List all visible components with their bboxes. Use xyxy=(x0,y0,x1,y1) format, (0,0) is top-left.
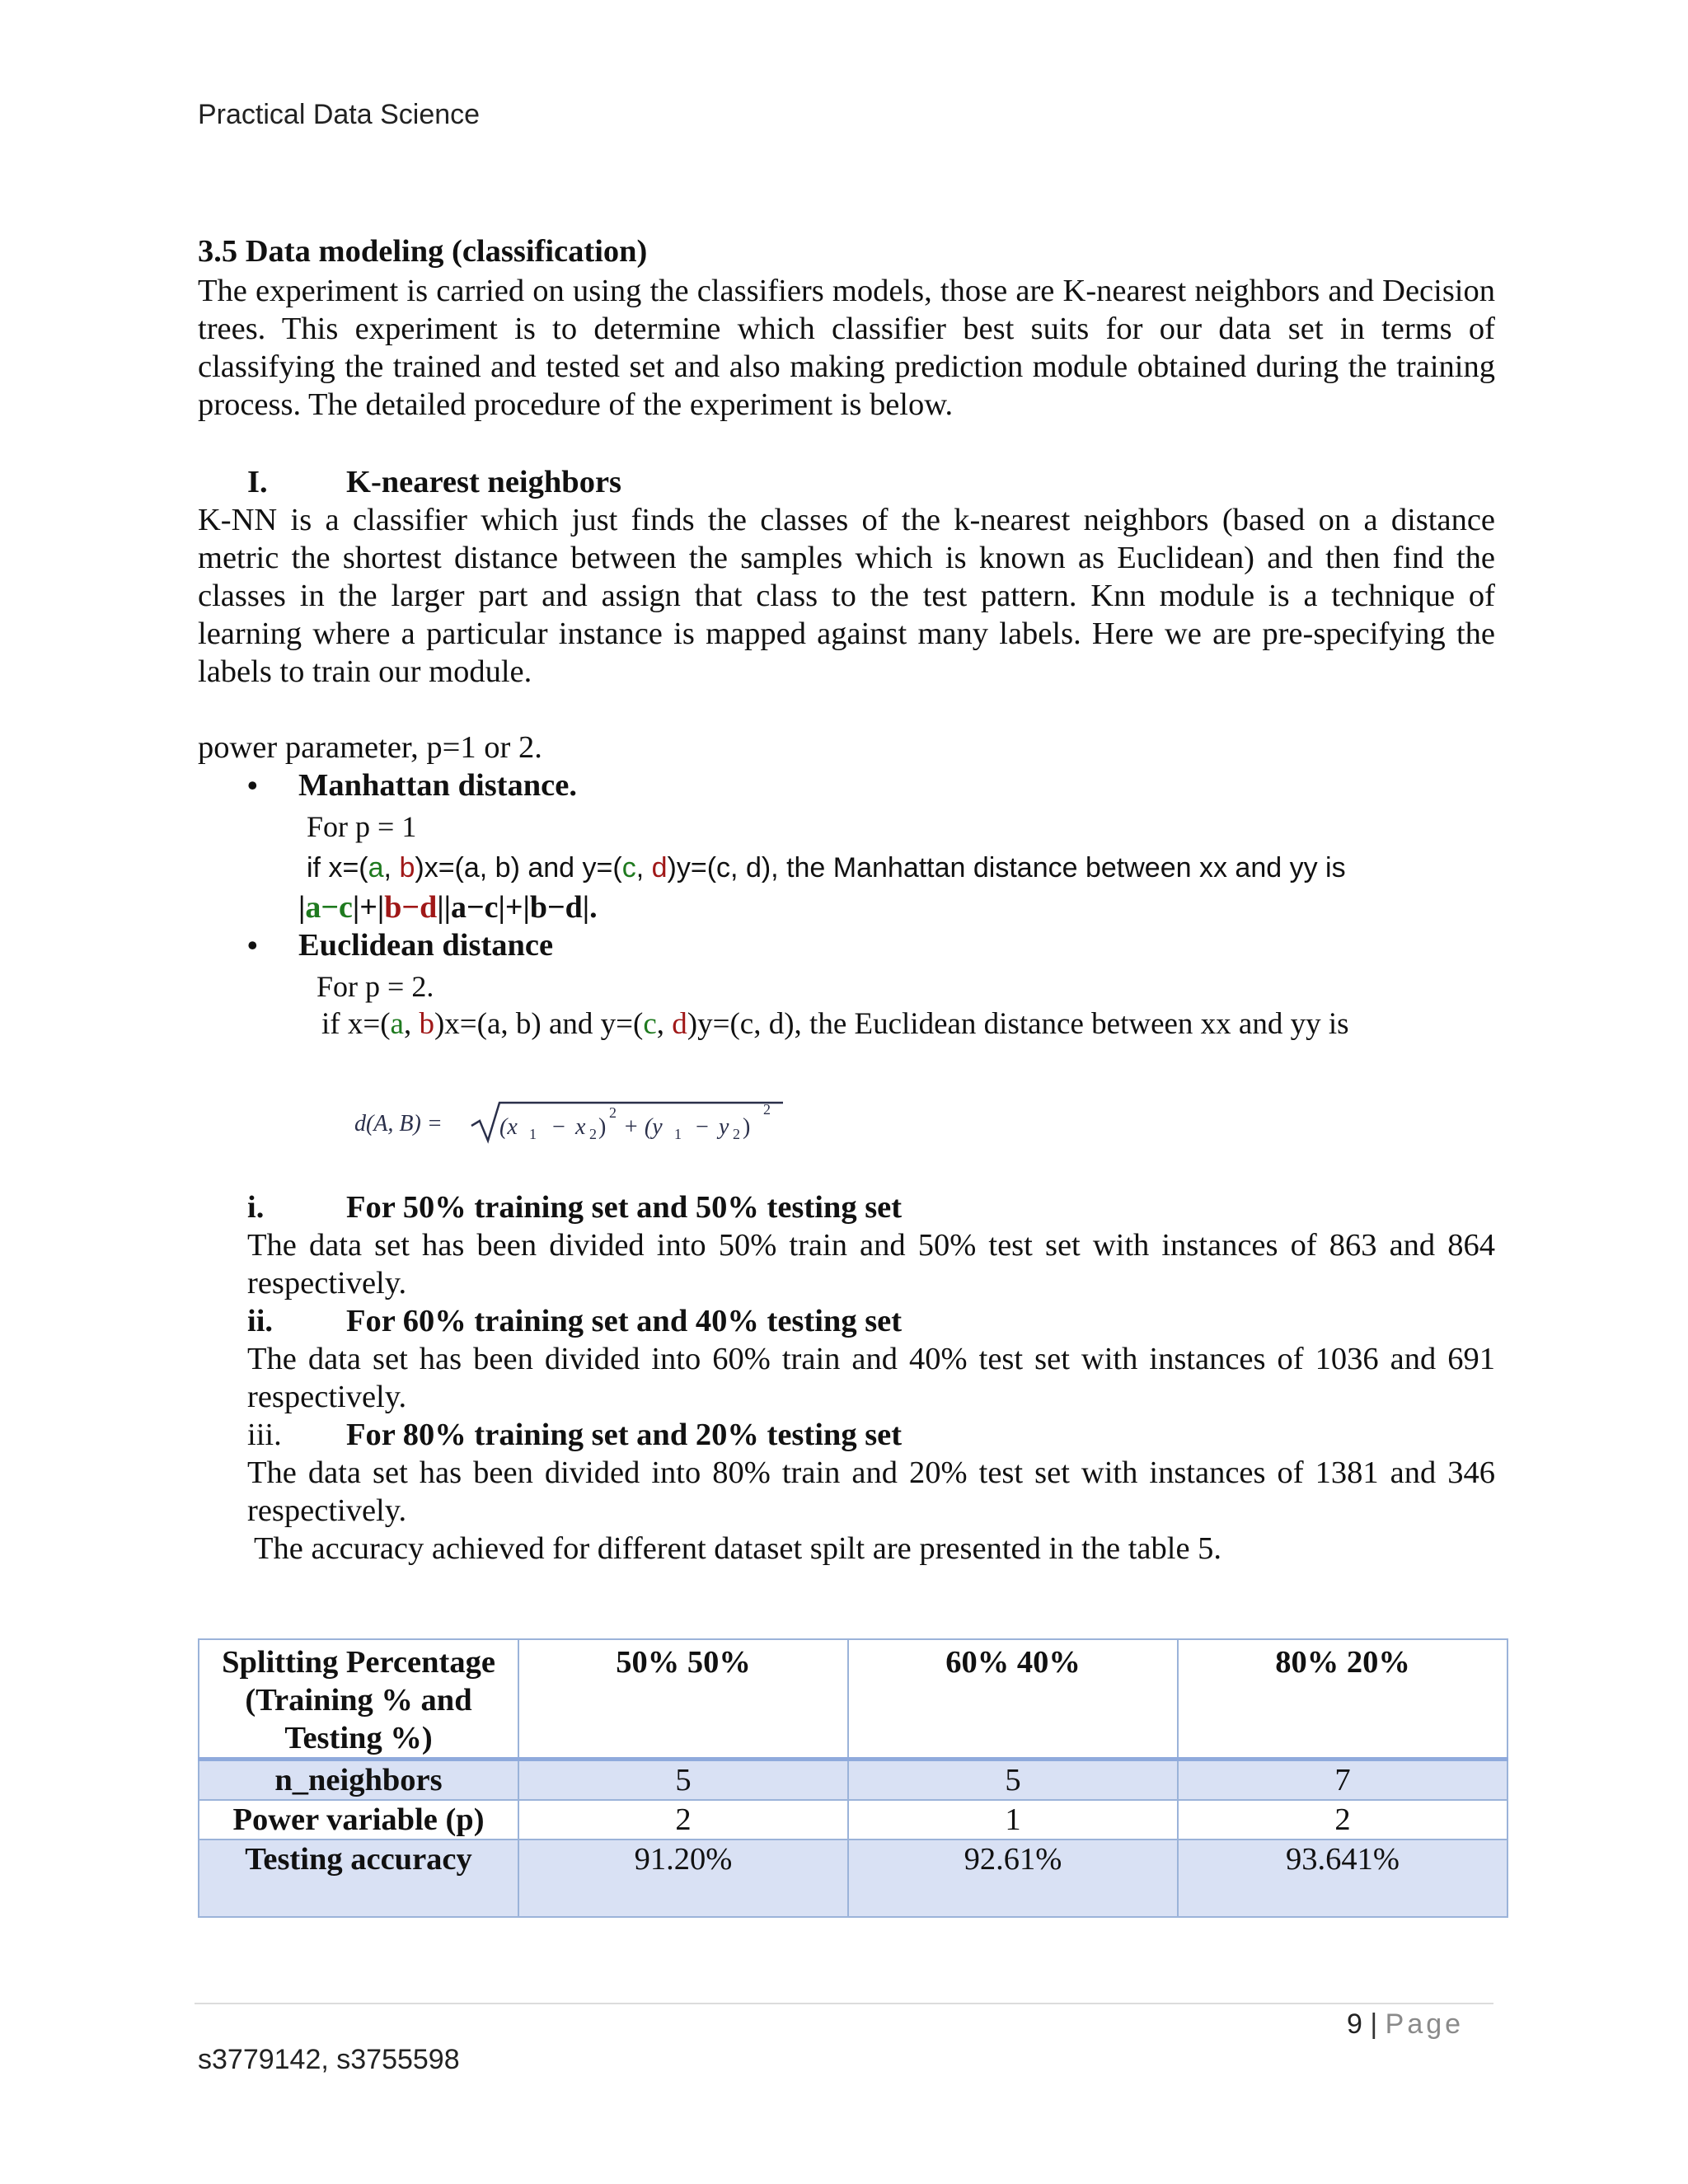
table-row xyxy=(199,1840,1507,1917)
table-cell: 5 xyxy=(518,1760,848,1801)
bullet-icon: • xyxy=(247,769,258,802)
var-c: c xyxy=(643,1007,657,1041)
formula-minus1: − xyxy=(552,1114,565,1140)
split-heading-text: For 80% training set and 20% testing set xyxy=(346,1418,903,1452)
var-c: c xyxy=(621,852,636,883)
manhattan-if-prefix: if x=( xyxy=(307,852,368,883)
formula-y2: y xyxy=(719,1114,729,1140)
comma: , xyxy=(403,1007,420,1041)
manhattan-formula-rest: ||a−c|+|b−d|. xyxy=(437,890,598,925)
split-section-1 xyxy=(247,1188,1495,1302)
table-column-header: 60% 40% xyxy=(848,1639,1178,1760)
manhattan-if-tail: )y=(c, d), the Manhattan distance between xx and yy is xyxy=(667,852,1346,883)
euclidean-if-tail: )y=(c, d), the Euclidean distance between xx and yy is xyxy=(687,1007,1349,1041)
formula-square1: 2 xyxy=(609,1104,617,1121)
euclidean-heading: Euclidean distance xyxy=(298,928,554,963)
page-word: Page xyxy=(1385,2008,1465,2040)
table-cell: 93.641% xyxy=(1178,1840,1507,1917)
split-heading-text: For 60% training set and 40% testing set xyxy=(346,1304,903,1338)
page-separator: | xyxy=(1370,2008,1378,2040)
knn-heading-number: I. xyxy=(247,465,268,499)
abs-plus: |+| xyxy=(352,890,385,925)
results-table xyxy=(198,1638,1508,1918)
formula-close1: ) xyxy=(598,1114,607,1140)
table-header-label: Splitting Percentage (Training % and Testing %) xyxy=(199,1639,518,1760)
table-column-header: 80% 20% xyxy=(1178,1639,1507,1760)
split-paragraph: The data set has been divided into 50% train and 50% test set with instances of 863 and 864 respectively. xyxy=(247,1228,1495,1301)
table-cell: 2 xyxy=(1178,1800,1507,1840)
split-paragraph: The data set has been divided into 80% train and 20% test set with instances of 1381 and 346 respectively. xyxy=(247,1455,1495,1528)
table-cell: 1 xyxy=(848,1800,1178,1840)
row-label: Testing accuracy xyxy=(199,1840,518,1917)
page-number-value: 9 xyxy=(1347,2008,1362,2040)
formula-close2: ) xyxy=(743,1114,751,1140)
table-header-row xyxy=(199,1639,1507,1760)
var-b: b xyxy=(399,852,415,883)
var-a: a xyxy=(368,852,384,883)
table-row xyxy=(199,1760,1507,1801)
comma: , xyxy=(383,852,400,883)
split-section-2 xyxy=(247,1302,1495,1416)
table-cell: 7 xyxy=(1178,1760,1507,1801)
split-number: iii. xyxy=(247,1418,282,1452)
row-label: Power variable (p) xyxy=(199,1800,518,1840)
formula-square2: 2 xyxy=(763,1101,771,1118)
split-heading xyxy=(247,1302,1495,1340)
var-b: b xyxy=(419,1007,434,1041)
var-d: d xyxy=(672,1007,687,1041)
split-section-3 xyxy=(247,1416,1495,1530)
var-a: a xyxy=(390,1007,404,1041)
var-d: d xyxy=(651,852,668,883)
formula-x1: (x xyxy=(499,1114,518,1140)
table-column-header: 50% 50% xyxy=(518,1639,848,1760)
term-a-minus-c: a−c xyxy=(305,890,353,925)
formula-plus-y1: + (y xyxy=(623,1114,663,1140)
manhattan-if-middle: )x=(a, b) and y=( xyxy=(415,852,622,883)
table-cell: 91.20% xyxy=(518,1840,848,1917)
formula-lhs: d(A, B) = xyxy=(354,1111,443,1137)
formula-sub2: 2 xyxy=(589,1126,597,1142)
euclidean-formula-image xyxy=(354,1088,783,1154)
term-b-minus-d: b−d xyxy=(384,890,438,925)
comma: , xyxy=(656,1007,673,1041)
accuracy-intro: The accuracy achieved for different dataset spilt are presented in the table 5. xyxy=(254,1531,1222,1566)
split-paragraph: The data set has been divided into 60% train and 40% test set with instances of 1036 and 691 respectively. xyxy=(247,1342,1495,1414)
formula-x2: x xyxy=(575,1114,586,1140)
power-parameter-line: power parameter, p=1 or 2. xyxy=(198,730,542,765)
euclidean-if-middle: )x=(a, b) and y=( xyxy=(434,1007,644,1041)
manhattan-p-line: For p = 1 xyxy=(307,810,417,843)
bullet-icon: • xyxy=(247,929,258,962)
split-heading xyxy=(247,1188,1495,1226)
section-title: 3.5 Data modeling (classification) xyxy=(198,234,648,269)
page-number xyxy=(1347,2008,1464,2041)
manhattan-definition xyxy=(307,849,1346,887)
formula-minus2: − xyxy=(696,1114,709,1140)
split-heading-text: For 50% training set and 50% testing set xyxy=(346,1190,903,1225)
manhattan-formula xyxy=(298,888,598,926)
intro-paragraph: The experiment is carried on using the classifiers models, those are K-nearest neighbors and Decision trees. This experiment is to determine which classifier best suits for our data set in terms of classifying the trained and tested set and also making prediction module obtained during the training process. The detailed procedure of the experiment is below. xyxy=(198,274,1495,422)
table-cell: 5 xyxy=(848,1760,1178,1801)
knn-heading-text: K-nearest neighbors xyxy=(346,465,622,499)
knn-heading xyxy=(247,463,621,501)
comma: , xyxy=(635,852,652,883)
running-header: Practical Data Science xyxy=(198,99,481,130)
split-number: i. xyxy=(247,1190,265,1225)
formula-sub1: 1 xyxy=(529,1126,537,1142)
table-cell: 2 xyxy=(518,1800,848,1840)
euclidean-definition xyxy=(321,1005,1349,1043)
euclidean-bullet xyxy=(247,926,553,964)
footer-divider xyxy=(195,2003,1493,2004)
table-row xyxy=(199,1800,1507,1840)
manhattan-heading: Manhattan distance. xyxy=(298,768,577,803)
split-number: ii. xyxy=(247,1304,274,1338)
euclidean-p-line: For p = 2. xyxy=(316,970,434,1003)
manhattan-bullet xyxy=(247,766,577,804)
euclidean-if-prefix: if x=( xyxy=(321,1007,391,1041)
knn-paragraph: K-NN is a classifier which just finds the classes of the k-nearest neighbors (based on a distance metric the shortest distance between the samples which is known as Euclidean) and then find the classes in the larger part and assign that class to the test pattern. Knn module is a technique of learning where a particular instance is mapped against many labels. Here we are pre-specifying the labels to train our module. xyxy=(198,503,1495,689)
abs-bar: | xyxy=(298,890,306,925)
split-heading xyxy=(247,1416,1495,1454)
footer-student-ids: s3779142, s3755598 xyxy=(198,2044,460,2075)
row-label: n_neighbors xyxy=(199,1760,518,1801)
formula-sub3: 1 xyxy=(674,1126,682,1142)
table-cell: 92.61% xyxy=(848,1840,1178,1917)
formula-sub4: 2 xyxy=(733,1126,740,1142)
